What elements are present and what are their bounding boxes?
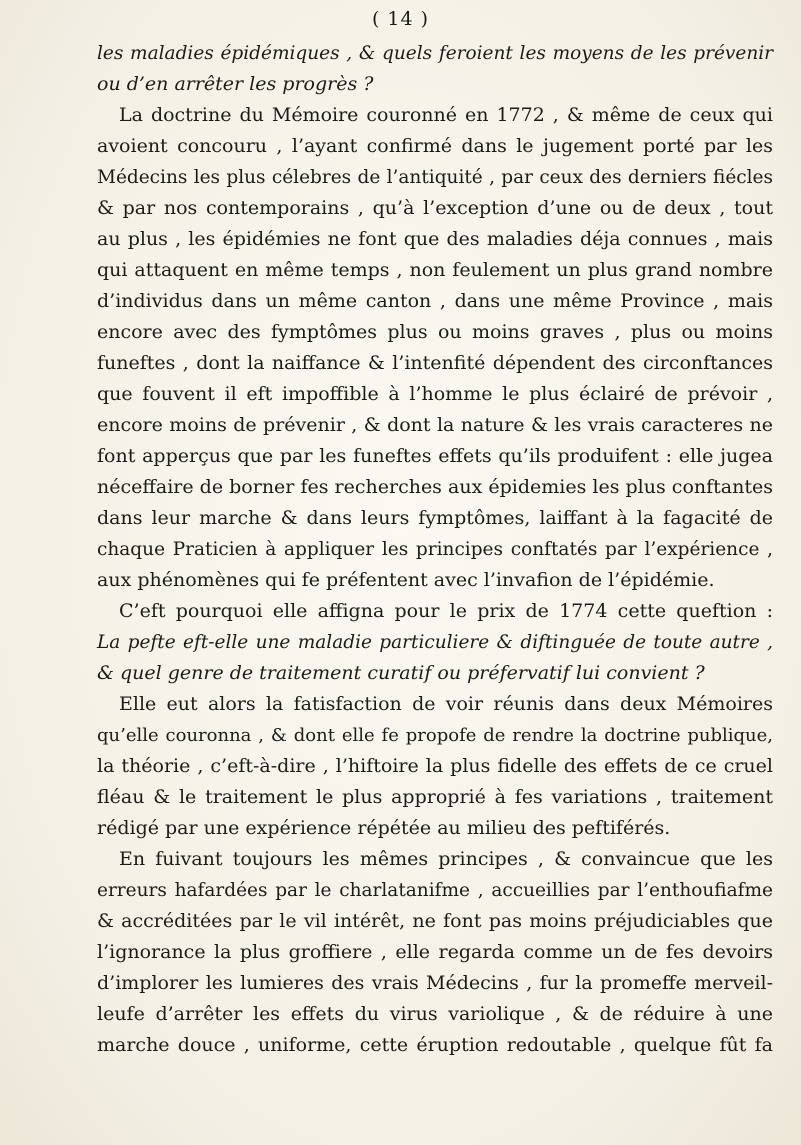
text-line: La doctrine du Mémoire couronné en 1772 , & même de ceux qui: [119, 104, 773, 126]
text-line: En fuivant toujours les mêmes principes , & convaincue que les: [119, 848, 773, 870]
page-number: ( 14 ): [371, 8, 430, 30]
text-line: aux phénomènes qui fe préfentent avec l’invafion de l’épidémie.: [97, 569, 715, 591]
text-line: encore moins de prévenir , & dont la nature & les vrais caracteres ne: [97, 414, 773, 436]
text-line: fléau & le traitement le plus approprié à fes variations , traitement: [97, 786, 773, 808]
text-line: leufe d’arrêter les effets du virus variolique , & de réduire à une: [97, 1003, 773, 1025]
text-line: l’ignorance la plus groffiere , elle regarda comme un de fes devoirs: [97, 941, 773, 963]
text-line: La pefte eft-elle une maladie particuliere & diftinguée de toute autre ,: [97, 632, 773, 653]
text-line: rédigé par une expérience répétée au milieu des peftiférés.: [97, 817, 671, 839]
text-line: marche douce , uniforme, cette éruption redoutable , quelque fût fa: [97, 1034, 773, 1056]
text-line: d’individus dans un même canton , dans une même Province , mais: [97, 290, 773, 312]
text-line: encore avec des fymptômes plus ou moins graves , plus ou moins: [97, 321, 773, 343]
text-line: funeftes , dont la naiffance & l’intenfité dépendent des circonftances: [97, 352, 773, 374]
text-line: d’implorer les lumieres des vrais Médecins , fur la promeffe merveil-: [97, 972, 773, 994]
text-line: chaque Praticien à appliquer les principes conftatés par l’expérience ,: [97, 539, 773, 560]
text-line: & quel genre de traitement curatif ou préfervatif lui convient ?: [97, 662, 705, 684]
text-line: C’eft pourquoi elle affigna pour le prix de 1774 cette queftion :: [119, 600, 773, 622]
text-line: néceffaire de borner fes recherches aux épidemies les plus conftantes: [97, 476, 773, 498]
text-line: dans leur marche & dans leurs fymptômes, laiffant à la fagacité de: [97, 507, 773, 529]
text-line: Elle eut alors la fatisfaction de voir réunis dans deux Mémoires: [119, 693, 773, 715]
text-line: ou d’en arrêter les progrès ?: [97, 73, 374, 95]
text-line: Médecins les plus célebres de l’antiquité , par ceux des derniers fiécles: [97, 167, 773, 188]
text-line: qui attaquent en même temps , non feulement un plus grand nombre: [97, 259, 773, 281]
text-line: avoient concouru , l’ayant confirmé dans le jugement porté par les: [97, 135, 773, 157]
text-line: erreurs hafardées par le charlatanifme , accueillies par l’enthoufiafme: [97, 880, 773, 901]
text-line: & accréditées par le vil intérêt, ne font pas moins préjudiciables que: [97, 910, 773, 932]
text-line: au plus , les épidémies ne font que des maladies déja connues , mais: [97, 228, 773, 250]
text-line: qu’elle couronna , & dont elle fe propofe de rendre la doctrine publique,: [97, 725, 773, 746]
body-text: [97, 38, 773, 1061]
text-line: que fouvent il eft impoffible à l’homme le plus éclairé de prévoir ,: [97, 383, 773, 405]
text-line: la théorie , c’eft-à-dire , l’hiftoire la plus fidelle des effets de ce cruel: [97, 755, 773, 777]
text-line: les maladies épidémiques , & quels feroient les moyens de les prévenir: [97, 43, 773, 64]
text-line: font apperçus que par les funeftes effets qu’ils produifent : elle jugea: [97, 445, 773, 467]
text-line: & par nos contemporains , qu’à l’exception d’une ou de deux , tout: [97, 197, 773, 219]
